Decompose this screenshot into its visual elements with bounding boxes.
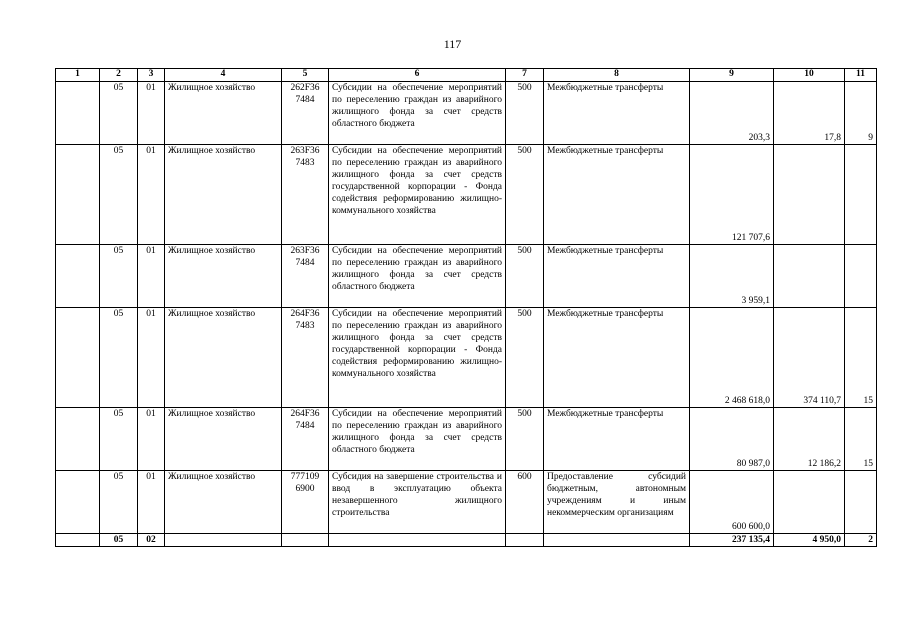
cell-section: 05 [100, 308, 138, 408]
cell-col1 [56, 408, 100, 471]
cell-amount-10 [774, 145, 845, 245]
column-header: 3 [138, 69, 165, 82]
cell-subsection: 01 [138, 308, 165, 408]
cell-section: 05 [100, 408, 138, 471]
cell-amount-9: 121 707,6 [690, 145, 774, 245]
cell-expense-code: 500 [506, 145, 544, 245]
cell-section: 05 [100, 534, 138, 547]
cell-expense-type: Межбюджетные трансферты [544, 245, 690, 308]
cell-amount-9: 203,3 [690, 82, 774, 145]
cell-amount-9: 600 600,0 [690, 471, 774, 534]
cell-amount-11: 15 [845, 408, 877, 471]
table-row [56, 408, 877, 471]
cell-amount-9: 80 987,0 [690, 408, 774, 471]
cell-description: Субсидии на обеспечение мероприятий по переселению граждан из аварийного жилищного фонда за счет средств областного бюджета [329, 408, 506, 471]
cell-target-code: 262F36 7484 [282, 82, 329, 145]
column-header: 7 [506, 69, 544, 82]
table-row [56, 471, 877, 534]
cell-amount-11 [845, 471, 877, 534]
cell-expense-type [544, 534, 690, 547]
cell-description: Субсидии на обеспечение мероприятий по переселению граждан из аварийного жилищного фонда за счет средств государственной корпорации - Фонда содействия реформированию жилищно-коммунального хозяйства [329, 308, 506, 408]
cell-subsection: 01 [138, 408, 165, 471]
cell-amount-10: 12 186,2 [774, 408, 845, 471]
cell-expense-code: 500 [506, 245, 544, 308]
cell-section: 05 [100, 245, 138, 308]
cell-amount-10: 17,8 [774, 82, 845, 145]
cell-amount-11 [845, 245, 877, 308]
table-row [56, 308, 877, 408]
cell-name: Жилищное хозяйство [165, 408, 282, 471]
column-header: 2 [100, 69, 138, 82]
cell-col1 [56, 471, 100, 534]
cell-col1 [56, 82, 100, 145]
table-row [56, 82, 877, 145]
cell-name: Жилищное хозяйство [165, 308, 282, 408]
cell-expense-type: Предоставление субсидий бюджетным, автономным учреждениям и иным некоммерческим организациям [544, 471, 690, 534]
cell-name: Жилищное хозяйство [165, 82, 282, 145]
cell-name [165, 534, 282, 547]
cell-col1 [56, 245, 100, 308]
cell-subsection: 01 [138, 471, 165, 534]
cell-description: Субсидии на обеспечение мероприятий по переселению граждан из аварийного жилищного фонда за счет средств областного бюджета [329, 82, 506, 145]
cell-target-code: 263F36 7484 [282, 245, 329, 308]
cell-name: Жилищное хозяйство [165, 245, 282, 308]
cell-description [329, 534, 506, 547]
cell-col1 [56, 534, 100, 547]
cell-target-code: 264F36 7483 [282, 308, 329, 408]
cell-amount-10 [774, 245, 845, 308]
cell-subsection: 02 [138, 534, 165, 547]
cell-amount-10: 4 950,0 [774, 534, 845, 547]
cell-expense-code: 600 [506, 471, 544, 534]
cell-amount-10: 374 110,7 [774, 308, 845, 408]
cell-name: Жилищное хозяйство [165, 145, 282, 245]
cell-expense-code: 500 [506, 408, 544, 471]
column-header: 1 [56, 69, 100, 82]
column-header: 10 [774, 69, 845, 82]
cell-section: 05 [100, 145, 138, 245]
cell-description: Субсидии на обеспечение мероприятий по переселению граждан из аварийного жилищного фонда за счет средств областного бюджета [329, 245, 506, 308]
cell-col1 [56, 308, 100, 408]
cell-description: Субсидии на обеспечение мероприятий по переселению граждан из аварийного жилищного фонда за счет средств государственной корпорации - Фонда содействия реформированию жилищно-коммунального хозяйства [329, 145, 506, 245]
cell-expense-code: 500 [506, 82, 544, 145]
total-row [56, 534, 877, 547]
column-header: 6 [329, 69, 506, 82]
column-header-row [56, 69, 877, 82]
cell-amount-11: 9 [845, 82, 877, 145]
cell-section: 05 [100, 471, 138, 534]
cell-amount-9: 2 468 618,0 [690, 308, 774, 408]
budget-table [55, 68, 877, 547]
cell-subsection: 01 [138, 245, 165, 308]
cell-name: Жилищное хозяйство [165, 471, 282, 534]
column-header: 5 [282, 69, 329, 82]
cell-target-code: 777109 6900 [282, 471, 329, 534]
cell-expense-code [506, 534, 544, 547]
cell-amount-11: 15 [845, 308, 877, 408]
column-header: 4 [165, 69, 282, 82]
cell-expense-type: Межбюджетные трансферты [544, 408, 690, 471]
table-row [56, 145, 877, 245]
table-row [56, 245, 877, 308]
cell-target-code [282, 534, 329, 547]
cell-amount-11: 2 [845, 534, 877, 547]
cell-section: 05 [100, 82, 138, 145]
page-number: 117 [443, 37, 462, 51]
column-header: 11 [845, 69, 877, 82]
cell-expense-code: 500 [506, 308, 544, 408]
cell-expense-type: Межбюджетные трансферты [544, 308, 690, 408]
column-header: 9 [690, 69, 774, 82]
cell-subsection: 01 [138, 145, 165, 245]
cell-amount-9: 237 135,4 [690, 534, 774, 547]
cell-expense-type: Межбюджетные трансферты [544, 82, 690, 145]
cell-amount-9: 3 959,1 [690, 245, 774, 308]
cell-expense-type: Межбюджетные трансферты [544, 145, 690, 245]
cell-subsection: 01 [138, 82, 165, 145]
cell-col1 [56, 145, 100, 245]
cell-amount-11 [845, 145, 877, 245]
cell-target-code: 264F36 7484 [282, 408, 329, 471]
column-header: 8 [544, 69, 690, 82]
cell-description: Субсидия на завершение строительства и ввод в эксплуатацию объекта незавершенного жилищного строительства [329, 471, 506, 534]
cell-amount-10 [774, 471, 845, 534]
cell-target-code: 263F36 7483 [282, 145, 329, 245]
